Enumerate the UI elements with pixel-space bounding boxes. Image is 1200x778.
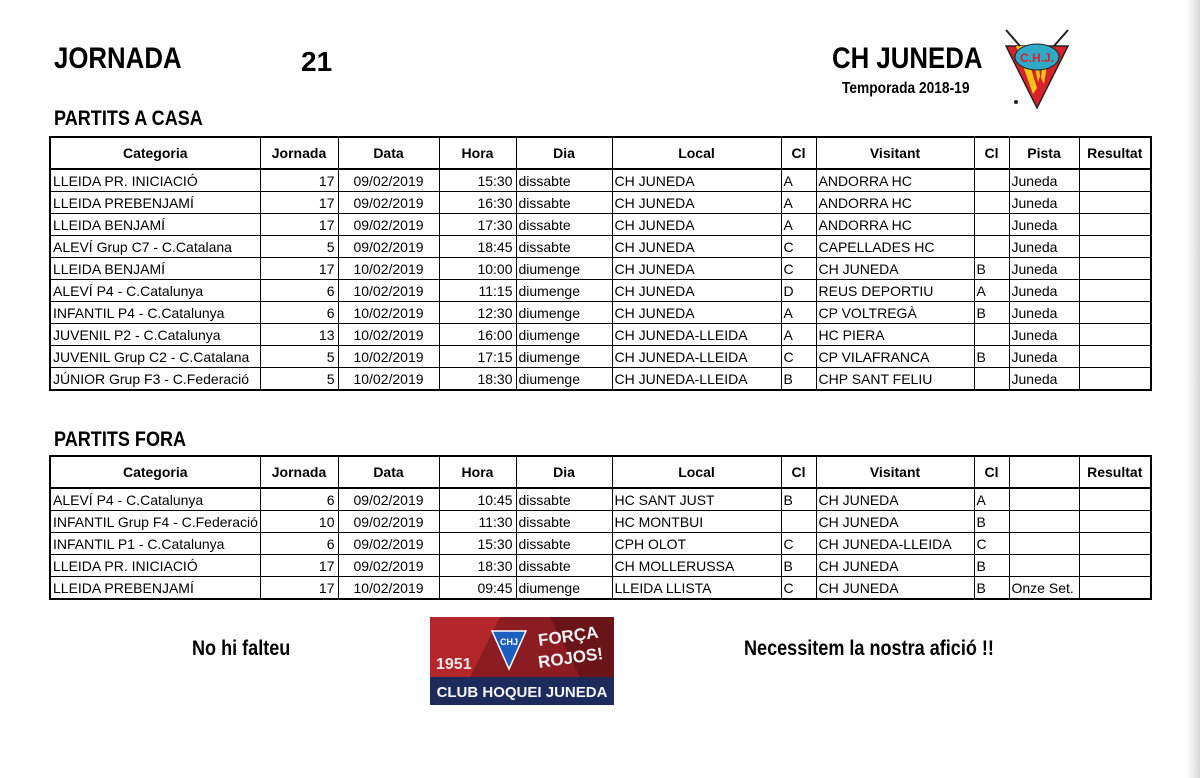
table-cell: diumenge <box>516 258 612 280</box>
table-cell: 15:30 <box>439 169 516 192</box>
table-cell: 10:00 <box>439 258 516 280</box>
table-cell <box>1009 488 1079 511</box>
table-cell: CP VILAFRANCA <box>816 346 974 368</box>
table-cell: dissabte <box>516 214 612 236</box>
table-cell: CH JUNEDA <box>612 258 781 280</box>
table-cell: Juneda <box>1009 302 1079 324</box>
table-cell: ANDORRA HC <box>816 192 974 214</box>
table-cell: Juneda <box>1009 368 1079 391</box>
table-cell: 6 <box>260 280 338 302</box>
table-cell <box>1079 555 1151 577</box>
table-cell: B <box>781 555 816 577</box>
table-cell <box>1009 555 1079 577</box>
table-cell: LLEIDA PR. INICIACIÓ <box>50 169 260 192</box>
table-cell: 09/02/2019 <box>338 169 439 192</box>
jornada-number: 21 <box>301 46 333 77</box>
table-cell: CH JUNEDA <box>612 169 781 192</box>
table-cell: 5 <box>260 346 338 368</box>
table-cell: A <box>781 214 816 236</box>
table-cell: Onze Set. <box>1009 577 1079 600</box>
column-header <box>1009 456 1079 488</box>
table-cell: 10/02/2019 <box>338 258 439 280</box>
table-cell <box>974 324 1009 346</box>
table-cell: 09/02/2019 <box>338 555 439 577</box>
table-cell: 16:00 <box>439 324 516 346</box>
table-cell: CH JUNEDA-LLEIDA <box>816 533 974 555</box>
table-cell <box>1079 511 1151 533</box>
table-cell: 17 <box>260 577 338 600</box>
table-cell: INFANTIL Grup F4 - C.Federació <box>50 511 260 533</box>
table-cell <box>1079 169 1151 192</box>
table-cell: C <box>781 346 816 368</box>
club-name: CH JUNEDA <box>832 42 983 75</box>
table-cell: 17 <box>260 258 338 280</box>
table-cell <box>1079 577 1151 600</box>
table-cell: 09:45 <box>439 577 516 600</box>
table-cell: 15:30 <box>439 533 516 555</box>
table-cell <box>974 368 1009 391</box>
table-cell <box>974 169 1009 192</box>
banner-slogan-1: FORÇA <box>536 622 600 650</box>
table-cell <box>974 192 1009 214</box>
column-header: Dia <box>516 456 612 488</box>
table-cell: LLEIDA PREBENJAMÍ <box>50 192 260 214</box>
table-cell: 11:30 <box>439 511 516 533</box>
table-cell: A <box>974 280 1009 302</box>
season-label: Temporada 2018-19 <box>842 80 970 97</box>
table-cell <box>974 236 1009 258</box>
table-cell <box>1079 488 1151 511</box>
table-cell: REUS DEPORTIU <box>816 280 974 302</box>
table-cell: ALEVÍ Grup C7 - C.Catalana <box>50 236 260 258</box>
table-cell: Juneda <box>1009 236 1079 258</box>
table-cell: CH JUNEDA-LLEIDA <box>612 324 781 346</box>
table-cell: ANDORRA HC <box>816 214 974 236</box>
table-cell <box>1009 511 1079 533</box>
table-cell <box>1009 533 1079 555</box>
table-cell: ANDORRA HC <box>816 169 974 192</box>
table-cell: diumenge <box>516 368 612 391</box>
table-row <box>50 346 1151 368</box>
table-cell: B <box>974 258 1009 280</box>
banner-slogan-2: ROJOS! <box>536 644 605 672</box>
table-cell: 16:30 <box>439 192 516 214</box>
table-cell: LLEIDA LLISTA <box>612 577 781 600</box>
table-cell: CH MOLLERUSSA <box>612 555 781 577</box>
table-cell <box>1079 346 1151 368</box>
table-row <box>50 555 1151 577</box>
table-cell: A <box>974 488 1009 511</box>
table-row <box>50 192 1151 214</box>
table-cell: CH JUNEDA-LLEIDA <box>612 346 781 368</box>
table-cell <box>781 511 816 533</box>
home-section-title: PARTITS A CASA <box>54 107 203 130</box>
table-cell <box>1079 236 1151 258</box>
table-cell <box>1079 324 1151 346</box>
table-cell: 09/02/2019 <box>338 236 439 258</box>
table-cell: 6 <box>260 302 338 324</box>
table-cell: 18:45 <box>439 236 516 258</box>
table-cell: 17 <box>260 169 338 192</box>
table-cell: 18:30 <box>439 368 516 391</box>
table-row <box>50 533 1151 555</box>
table-cell: B <box>974 302 1009 324</box>
column-header: Resultat <box>1079 137 1151 169</box>
table-cell: diumenge <box>516 324 612 346</box>
table-cell: JÚNIOR Grup F3 - C.Federació <box>50 368 260 391</box>
table-cell: CH JUNEDA <box>612 214 781 236</box>
table-cell: CH JUNEDA-LLEIDA <box>612 368 781 391</box>
table-cell: Juneda <box>1009 214 1079 236</box>
table-cell: dissabte <box>516 511 612 533</box>
table-cell: 10/02/2019 <box>338 324 439 346</box>
table-cell: 09/02/2019 <box>338 511 439 533</box>
table-cell: B <box>781 488 816 511</box>
table-cell: A <box>781 169 816 192</box>
table-row <box>50 302 1151 324</box>
table-row <box>50 258 1151 280</box>
column-header: Categoria <box>50 137 260 169</box>
table-cell: INFANTIL P4 - C.Catalunya <box>50 302 260 324</box>
table-cell: B <box>974 511 1009 533</box>
home-matches-table <box>49 136 1152 391</box>
table-cell: HC SANT JUST <box>612 488 781 511</box>
table-row <box>50 368 1151 391</box>
column-header: Hora <box>439 456 516 488</box>
table-cell: dissabte <box>516 192 612 214</box>
away-section-title: PARTITS FORA <box>54 428 187 451</box>
table-cell: 09/02/2019 <box>338 533 439 555</box>
table-cell: CP VOLTREGÀ <box>816 302 974 324</box>
table-cell: diumenge <box>516 346 612 368</box>
table-cell: 17 <box>260 192 338 214</box>
table-row <box>50 236 1151 258</box>
column-header: Hora <box>439 137 516 169</box>
club-banner-image <box>430 617 614 705</box>
table-cell: CPH OLOT <box>612 533 781 555</box>
table-row <box>50 488 1151 511</box>
table-cell: 13 <box>260 324 338 346</box>
table-cell: CH JUNEDA <box>612 236 781 258</box>
table-cell: dissabte <box>516 488 612 511</box>
table-cell <box>974 214 1009 236</box>
table-cell: ALEVÍ P4 - C.Catalunya <box>50 280 260 302</box>
table-cell: 10/02/2019 <box>338 346 439 368</box>
table-cell: Juneda <box>1009 280 1079 302</box>
table-cell: 5 <box>260 236 338 258</box>
column-header: Jornada <box>260 456 338 488</box>
table-cell: CH JUNEDA <box>612 302 781 324</box>
jornada-label: JORNADA <box>54 42 182 75</box>
column-header: Cl <box>781 456 816 488</box>
table-cell: Juneda <box>1009 169 1079 192</box>
table-cell: CH JUNEDA <box>816 488 974 511</box>
table-cell: dissabte <box>516 555 612 577</box>
table-cell: B <box>974 346 1009 368</box>
column-header: Data <box>338 456 439 488</box>
table-cell: Juneda <box>1009 258 1079 280</box>
table-cell <box>1079 302 1151 324</box>
table-cell: LLEIDA PREBENJAMÍ <box>50 577 260 600</box>
table-cell: CH JUNEDA <box>816 511 974 533</box>
table-cell: 17 <box>260 555 338 577</box>
table-cell: 17:30 <box>439 214 516 236</box>
table-cell: CAPELLADES HC <box>816 236 974 258</box>
column-header: Local <box>612 137 781 169</box>
table-cell <box>1079 192 1151 214</box>
table-cell: CHP SANT FELIU <box>816 368 974 391</box>
column-header: Resultat <box>1079 456 1151 488</box>
table-cell: LLEIDA BENJAMÍ <box>50 214 260 236</box>
table-cell: 6 <box>260 488 338 511</box>
table-cell: 6 <box>260 533 338 555</box>
table-cell: LLEIDA PR. INICIACIÓ <box>50 555 260 577</box>
table-row <box>50 324 1151 346</box>
table-cell: 17:15 <box>439 346 516 368</box>
table-cell: 12:30 <box>439 302 516 324</box>
table-cell: 09/02/2019 <box>338 488 439 511</box>
column-header: Local <box>612 456 781 488</box>
banner-badge: CHJ <box>499 637 519 647</box>
table-cell: 10/02/2019 <box>338 280 439 302</box>
table-cell: CH JUNEDA <box>612 280 781 302</box>
table-row <box>50 280 1151 302</box>
table-cell: 10 <box>260 511 338 533</box>
column-header: Categoria <box>50 456 260 488</box>
table-cell: A <box>781 324 816 346</box>
table-cell: 09/02/2019 <box>338 214 439 236</box>
table-cell: diumenge <box>516 280 612 302</box>
table-cell: CH JUNEDA <box>816 258 974 280</box>
footer-right-text: Necessitem la nostra afició !! <box>744 637 994 660</box>
table-cell: CH JUNEDA <box>612 192 781 214</box>
table-cell: 10/02/2019 <box>338 577 439 600</box>
table-cell: 09/02/2019 <box>338 192 439 214</box>
column-header: Dia <box>516 137 612 169</box>
table-header-row <box>50 137 1151 169</box>
table-cell <box>1079 214 1151 236</box>
table-cell: A <box>781 192 816 214</box>
footer-left-text: No hi falteu <box>192 637 291 660</box>
table-cell: 5 <box>260 368 338 391</box>
table-cell: 11:15 <box>439 280 516 302</box>
away-matches-table <box>49 455 1152 600</box>
column-header: Cl <box>781 137 816 169</box>
club-logo-icon <box>1004 24 1070 110</box>
table-cell: B <box>974 577 1009 600</box>
logo-text: C.H.J. <box>1019 51 1055 65</box>
column-header: Cl <box>974 456 1009 488</box>
table-cell: Juneda <box>1009 192 1079 214</box>
table-cell: dissabte <box>516 169 612 192</box>
table-cell: Juneda <box>1009 346 1079 368</box>
table-cell: ALEVÍ P4 - C.Catalunya <box>50 488 260 511</box>
table-cell <box>1079 533 1151 555</box>
table-cell: Juneda <box>1009 324 1079 346</box>
table-header-row <box>50 456 1151 488</box>
table-row <box>50 169 1151 192</box>
column-header: Jornada <box>260 137 338 169</box>
table-cell: diumenge <box>516 302 612 324</box>
table-cell: CH JUNEDA <box>816 555 974 577</box>
table-cell: D <box>781 280 816 302</box>
table-cell <box>1079 280 1151 302</box>
table-cell: CH JUNEDA <box>816 577 974 600</box>
table-cell <box>1079 368 1151 391</box>
table-cell: B <box>781 368 816 391</box>
column-header: Data <box>338 137 439 169</box>
banner-club-name: CLUB HOQUEI JUNEDA <box>436 684 608 701</box>
table-cell: 10:45 <box>439 488 516 511</box>
column-header: Visitant <box>816 137 974 169</box>
table-cell: B <box>974 555 1009 577</box>
table-cell: 18:30 <box>439 555 516 577</box>
table-cell: C <box>974 533 1009 555</box>
table-cell: C <box>781 577 816 600</box>
table-row <box>50 511 1151 533</box>
table-cell: A <box>781 302 816 324</box>
table-row <box>50 214 1151 236</box>
table-cell: INFANTIL P1 - C.Catalunya <box>50 533 260 555</box>
table-cell: C <box>781 258 816 280</box>
table-cell <box>1079 258 1151 280</box>
table-cell: dissabte <box>516 533 612 555</box>
page-edge-shadow <box>1186 0 1200 778</box>
table-cell: HC PIERA <box>816 324 974 346</box>
table-row <box>50 577 1151 600</box>
table-cell: 10/02/2019 <box>338 302 439 324</box>
column-header: Cl <box>974 137 1009 169</box>
table-cell: LLEIDA BENJAMÍ <box>50 258 260 280</box>
table-cell: C <box>781 236 816 258</box>
column-header: Pista <box>1009 137 1079 169</box>
table-cell: HC MONTBUI <box>612 511 781 533</box>
table-cell: 17 <box>260 214 338 236</box>
banner-year: 1951 <box>436 656 472 673</box>
table-cell: C <box>781 533 816 555</box>
table-cell: JUVENIL P2 - C.Catalunya <box>50 324 260 346</box>
column-header: Visitant <box>816 456 974 488</box>
table-cell: diumenge <box>516 577 612 600</box>
table-cell: dissabte <box>516 236 612 258</box>
table-cell: JUVENIL Grup C2 - C.Catalana <box>50 346 260 368</box>
table-cell: 10/02/2019 <box>338 368 439 391</box>
